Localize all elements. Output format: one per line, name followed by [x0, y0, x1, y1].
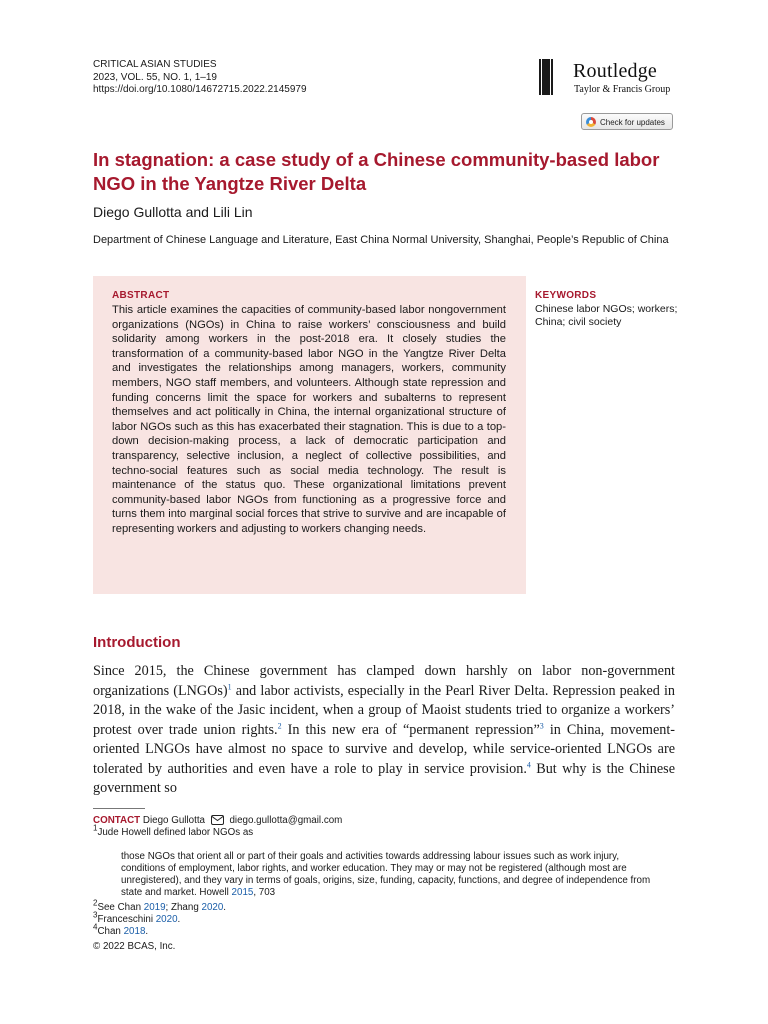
section-heading-introduction: Introduction [93, 634, 181, 651]
publisher-logo [537, 58, 687, 98]
footnote-2-link-chan[interactable]: 2019 [143, 902, 166, 913]
footnote-1 [93, 823, 254, 839]
check-for-updates-button[interactable] [581, 113, 673, 130]
article-title: In stagnation: a case study of a Chinese community-based labor NGO in the Yangtze River Delta [93, 149, 660, 194]
abstract-heading: ABSTRACT [112, 290, 170, 301]
mail-icon [211, 815, 224, 825]
contact-line [93, 815, 342, 827]
publisher-subtitle: Taylor & Francis Group [574, 84, 671, 95]
footnote-number-2: 2 [93, 898, 98, 908]
journal-name: CRITICAL ASIAN STUDIES [93, 59, 217, 70]
footnote-3 [93, 910, 181, 926]
contact-label: CONTACT [93, 815, 141, 826]
footnote-ref-1[interactable]: 1 [227, 681, 232, 691]
intro-text-2: and labor activists, especially in the Pearl River Delta. Repression peaked in 2018, in the wake of the Jasic incident, when a group of Maoist students tried to organize a workers’ protest over trade union rights. [93, 682, 675, 738]
footnote-4-end: . [145, 926, 149, 937]
footnote-ref-4[interactable]: 4 [526, 759, 531, 769]
footnote-number-4: 4 [93, 922, 98, 932]
footnote-4-link[interactable]: 2018 [123, 926, 146, 937]
keywords-text: Chinese labor NGOs; workers; China; civil society [535, 303, 678, 328]
footnote-number-1: 1 [93, 823, 98, 833]
footnote-2-end: . [223, 902, 227, 913]
footnote-ref-2[interactable]: 2 [277, 720, 282, 730]
author-affiliation: Department of Chinese Language and Literature, East China Normal University, Shanghai, People’s Republic of China [93, 234, 669, 246]
abstract-text: This article examines the capacities of community-based labor nongovernment organizations (NGOs) in China to raise workers’ consciousness and build solidarity among workers in the post-2018 era. It closely studies the transformation of a community-based labor NGO in the Yangtze River Delta and investigates the relationships among managers, workers, community members, NGO staff members, and volunteers. Although state repression and funding concerns limit the space for workers and subalterns to represent themselves and act politically in China, the internal organizational structure of labor NGOs such as this has exacerbated their stagnation. This is due to a top-down decision-making process, a lack of democratic participation and transparency, selective inclusion, a neglect of collective possibilities, and techno-social features such as social media technology. The result is maintenance of the status quo. These organizational limitations prevent community-based labor NGOs from functioning as a progressive force and turns them into marginal social forces that strive to survive and are incapable of representing workers and adjusting to workers changing needs. [112, 304, 506, 535]
footnote-divider [93, 808, 145, 809]
quote-text: those NGOs that orient all or part of their goals and activities towards addressing labour issues such as work injury, conditions of employment, labor rights, and worker education. They may or may not be registered (although most are unregistered), and they vary in terms of goals, origins, size, funding, capacity, functions, and degree of independence from state and market. Howell [121, 851, 651, 898]
journal-info [93, 59, 307, 97]
footnote-4 [93, 922, 149, 938]
footnote-2-text: See Chan [97, 902, 144, 913]
publisher-name: Routledge [573, 60, 658, 82]
footnote-4-text: Chan [97, 926, 124, 937]
contact-email[interactable]: diego.gullotta@gmail.com [229, 815, 343, 826]
article-authors: Diego Gullotta and Lili Lin [93, 204, 253, 220]
intro-text-1: Since 2015, the Chinese government has clamped down harshly on labor non-government organizations (LNGOs) [93, 663, 675, 699]
footnote-3-link[interactable]: 2020 [155, 914, 178, 925]
copyright: © 2022 BCAS, Inc. [93, 941, 176, 952]
footnote-1-text: Jude Howell defined labor NGOs as [97, 827, 254, 838]
intro-text-4: in China, movement-oriented LNGOs have almost no space to survive and develop, while service-oriented LNGOs are tolerated by authorities and even have a role to play in service provision. [93, 721, 676, 777]
quote-year-link[interactable]: 2015 [231, 887, 254, 898]
intro-text-5: But why is the Chinese government so [93, 760, 676, 796]
footnote-3-text: Franceschini [97, 914, 156, 925]
contact-name: Diego Gullotta [142, 815, 205, 826]
footnote-2-link-zhang[interactable]: 2020 [201, 902, 224, 913]
quote-page: , 703 [253, 887, 276, 898]
introduction-paragraph [93, 662, 675, 799]
routledge-mark-icon [537, 58, 555, 96]
intro-text-3: In this new era of “permanent repression” [281, 721, 540, 738]
footnote-2 [93, 898, 227, 914]
keywords-heading: KEYWORDS [535, 290, 597, 301]
footnote-number-3: 3 [93, 910, 98, 920]
footnote-1-quote [121, 851, 659, 899]
journal-citation: 2023, VOL. 55, NO. 1, 1–19 [93, 71, 217, 83]
footnote-3-end: . [177, 914, 181, 925]
crossmark-icon [586, 117, 596, 127]
doi-link[interactable]: https://doi.org/10.1080/14672715.2022.2145979 [93, 84, 307, 95]
check-for-updates-label: Check for updates [600, 118, 665, 127]
footnote-ref-3[interactable]: 3 [539, 720, 544, 730]
footnote-2-text-b: ; Zhang [165, 902, 202, 913]
